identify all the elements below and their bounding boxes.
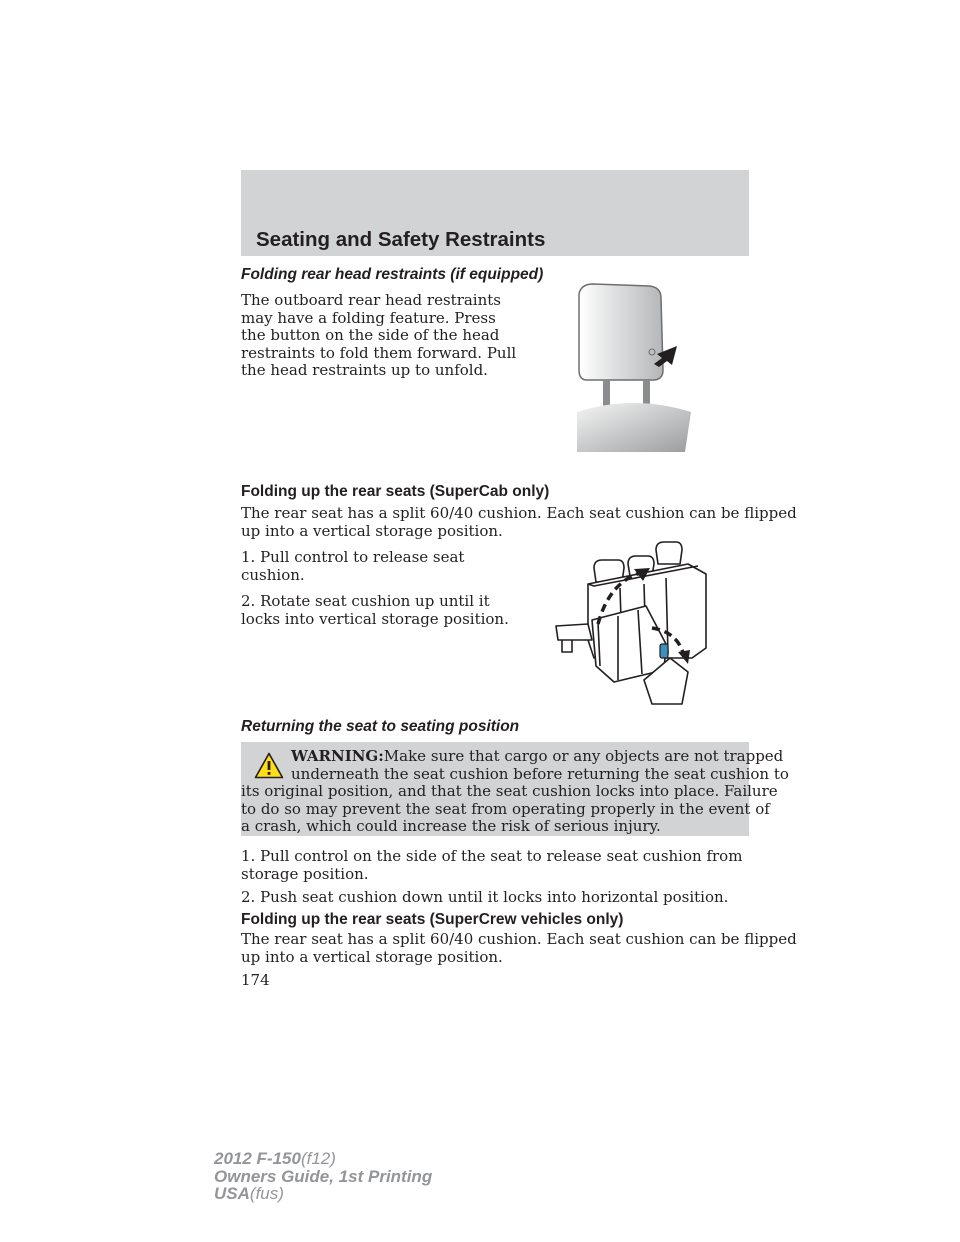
- rear-seat-fold-illustration: [548, 540, 708, 705]
- heading-supercrew: Folding up the rear seats (SuperCrew vehicles only): [241, 911, 624, 928]
- warning-text: [241, 748, 789, 836]
- text-line: the head restraints up to unfold.: [241, 361, 488, 380]
- footer-line-guide: Owners Guide, 1st Printing: [214, 1166, 433, 1186]
- text-line: restraints to fold them forward. Pull: [241, 343, 517, 362]
- paragraph-folding-head-restraints: [241, 292, 516, 380]
- text-line: to do so may prevent the seat from operating properly in the event of: [241, 799, 770, 818]
- heading-supercab: Folding up the rear seats (SuperCab only): [241, 483, 550, 500]
- step-1-return: [241, 848, 742, 883]
- section-header-band: [241, 170, 749, 256]
- text-line: its original position, and that the seat cushion locks into place. Failure: [241, 782, 778, 801]
- text-line: 2. Rotate seat cushion up until it: [241, 592, 490, 610]
- text-line: a crash, which could increase the risk of serious injury.: [241, 817, 661, 836]
- text-line: up into a vertical storage position.: [241, 521, 503, 540]
- step-2-supercab: [241, 593, 509, 628]
- text-line: storage position.: [241, 864, 369, 883]
- text-line: The rear seat has a split 60/40 cushion. Each seat cushion can be flipped: [241, 930, 797, 948]
- text-line: locks into vertical storage position.: [241, 609, 509, 628]
- step-2-return: [241, 889, 728, 907]
- text-line: The rear seat has a split 60/40 cushion. Each seat cushion can be flipped: [241, 504, 797, 522]
- text-line: the button on the side of the head: [241, 326, 500, 345]
- text-line: 2. Push seat cushion down until it locks into horizontal position.: [241, 888, 729, 906]
- warning-label: WARNING:: [291, 747, 384, 765]
- page-number: 174: [241, 971, 270, 989]
- text-line: 1. Pull control to release seat: [241, 548, 465, 566]
- paragraph-supercrew-intro: [241, 931, 797, 966]
- heading-folding-head-restraints: Folding rear head restraints (if equipped): [241, 266, 544, 283]
- text-line: 1. Pull control on the side of the seat to release seat cushion from: [241, 847, 743, 865]
- paragraph-supercab-intro: [241, 505, 797, 540]
- text-line: cushion.: [241, 565, 305, 584]
- text-line: up into a vertical storage position.: [241, 947, 503, 966]
- text-line: may have a folding feature. Press: [241, 308, 496, 327]
- warning-first-line: WARNING:Make sure that cargo or any objects are not trapped: [291, 747, 784, 765]
- warning-box: [241, 742, 789, 836]
- section-title: Seating and Safety Restraints: [256, 228, 546, 251]
- text-line: underneath the seat cushion before returning the seat cushion to: [291, 764, 789, 783]
- footer-print-info: [214, 1150, 432, 1203]
- head-restraint-illustration: [573, 282, 699, 452]
- text-line: The outboard rear head restraints: [241, 291, 501, 309]
- step-1-supercab: [241, 549, 464, 584]
- footer-line-model: 2012 F-150(f12): [214, 1149, 336, 1168]
- heading-returning-seat: Returning the seat to seating position: [241, 718, 520, 735]
- footer-line-market: USA(fus): [214, 1184, 284, 1203]
